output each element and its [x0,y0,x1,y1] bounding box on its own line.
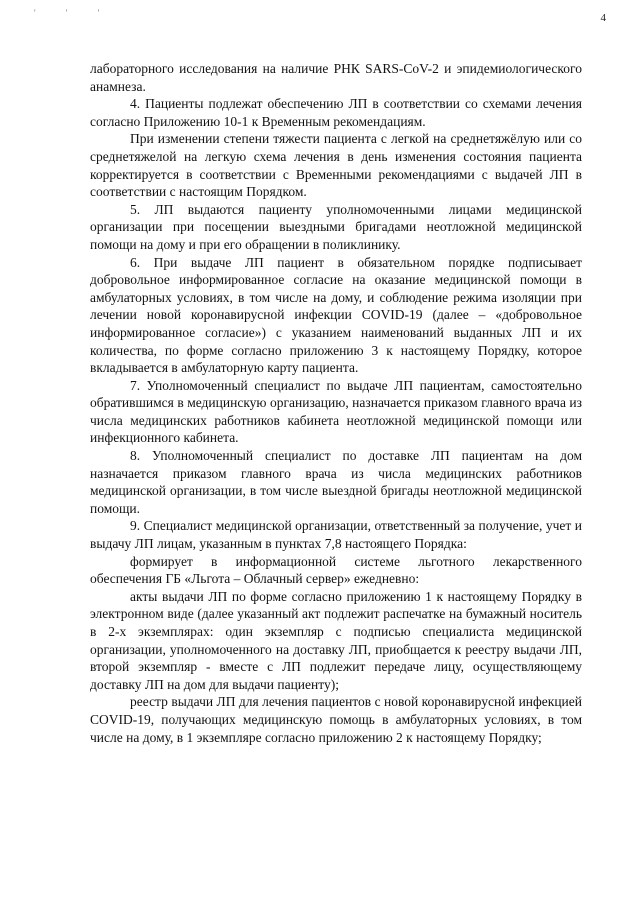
paragraph-item-9: 9. Специалист медицинской организации, ответственный за получение, учет и выдачу ЛП лицам, указанным в пунктах 7,8 настоящего Порядка: [90,518,582,552]
paragraph-item-5: 5. ЛП выдаются пациенту уполномоченными лицами медицинской организации при посещении выездными бригадами неотложной медицинской помощи на дому и при его обращении в поликлинику. [90,201,582,252]
paragraph-severity-change: При изменении степени тяжести пациента с легкой на среднетяжёлую или со среднетяжелой на легкую схема лечения в день изменения состояния пациента корректируется в соответствии с Временными рекомендациями с выдачей ЛП в соответствии с настоящим Порядком. [90,131,582,200]
paragraph-item-4: 4. Пациенты подлежат обеспечению ЛП в соответствии со схемами лечения согласно Приложению 10-1 к Временным рекомендациям. [90,96,582,129]
paragraph-issue-register: реестр выдачи ЛП для лечения пациентов с новой коронавирусной инфекцией COVID-19, получающих медицинскую помощь в амбулаторных условиях, в том числе на дому, в 1 экземпляре согласно приложению 2 к настоящему Порядку; [90,694,582,745]
scan-marks: ' ' ' [34,8,114,18]
paragraph-item-8: 8. Уполномоченный специалист по доставке ЛП пациентам на дом назначается приказом главного врача из числа медицинских работников медицинской организации, в том числе выездной бригады неотложной медицинской помощи. [90,448,582,516]
page-number: 4 [600,12,606,24]
paragraph-item-6: 6. При выдаче ЛП пациент в обязательном порядке подписывает добровольное информированное согласие на оказание медицинской помощи в амбулаторных условиях, в том числе на дому, и соблюдение режима изоляции при лечении новой коронавирусной инфекции COVID-19 (далее – «добровольное информированное согласие») с указанием наименований выданных ЛП и их количества, по форме согласно приложению 3 к настоящему Порядку, которое вкладывается в амбулаторную карту пациента. [90,254,582,376]
paragraph-issue-acts: акты выдачи ЛП по форме согласно приложению 1 к настоящему Порядку в электронном виде (далее указанный акт подлежит распечатке на бумажный носитель в 2-х экземплярах: один экземпляр с подписью специалиста медицинской организации, уполномоченного на доставку ЛП, приобщается к реестру выдачи ЛП, второй экземпляр - вместе с ЛП подлежит передаче лицу, осуществляющему доставку ЛП на дом для выдачи пациенту); [90,588,582,692]
document-body [90,60,582,746]
paragraph-forms-daily: формирует в информационной системе льготного лекарственного обеспечения ГБ «Льгота – Облачный сервер» ежедневно: [90,553,582,587]
paragraph-item-7: 7. Уполномоченный специалист по выдаче ЛП пациентам, самостоятельно обратившимся в медицинскую организацию, назначается приказом главного врача из числа медицинских работников кабинета неотложной медицинской помощи или инфекционного кабинета. [90,377,582,446]
paragraph-continuation: лабораторного исследования на наличие РНК SARS-CoV-2 и эпидемиологического анамнеза. [90,61,582,94]
